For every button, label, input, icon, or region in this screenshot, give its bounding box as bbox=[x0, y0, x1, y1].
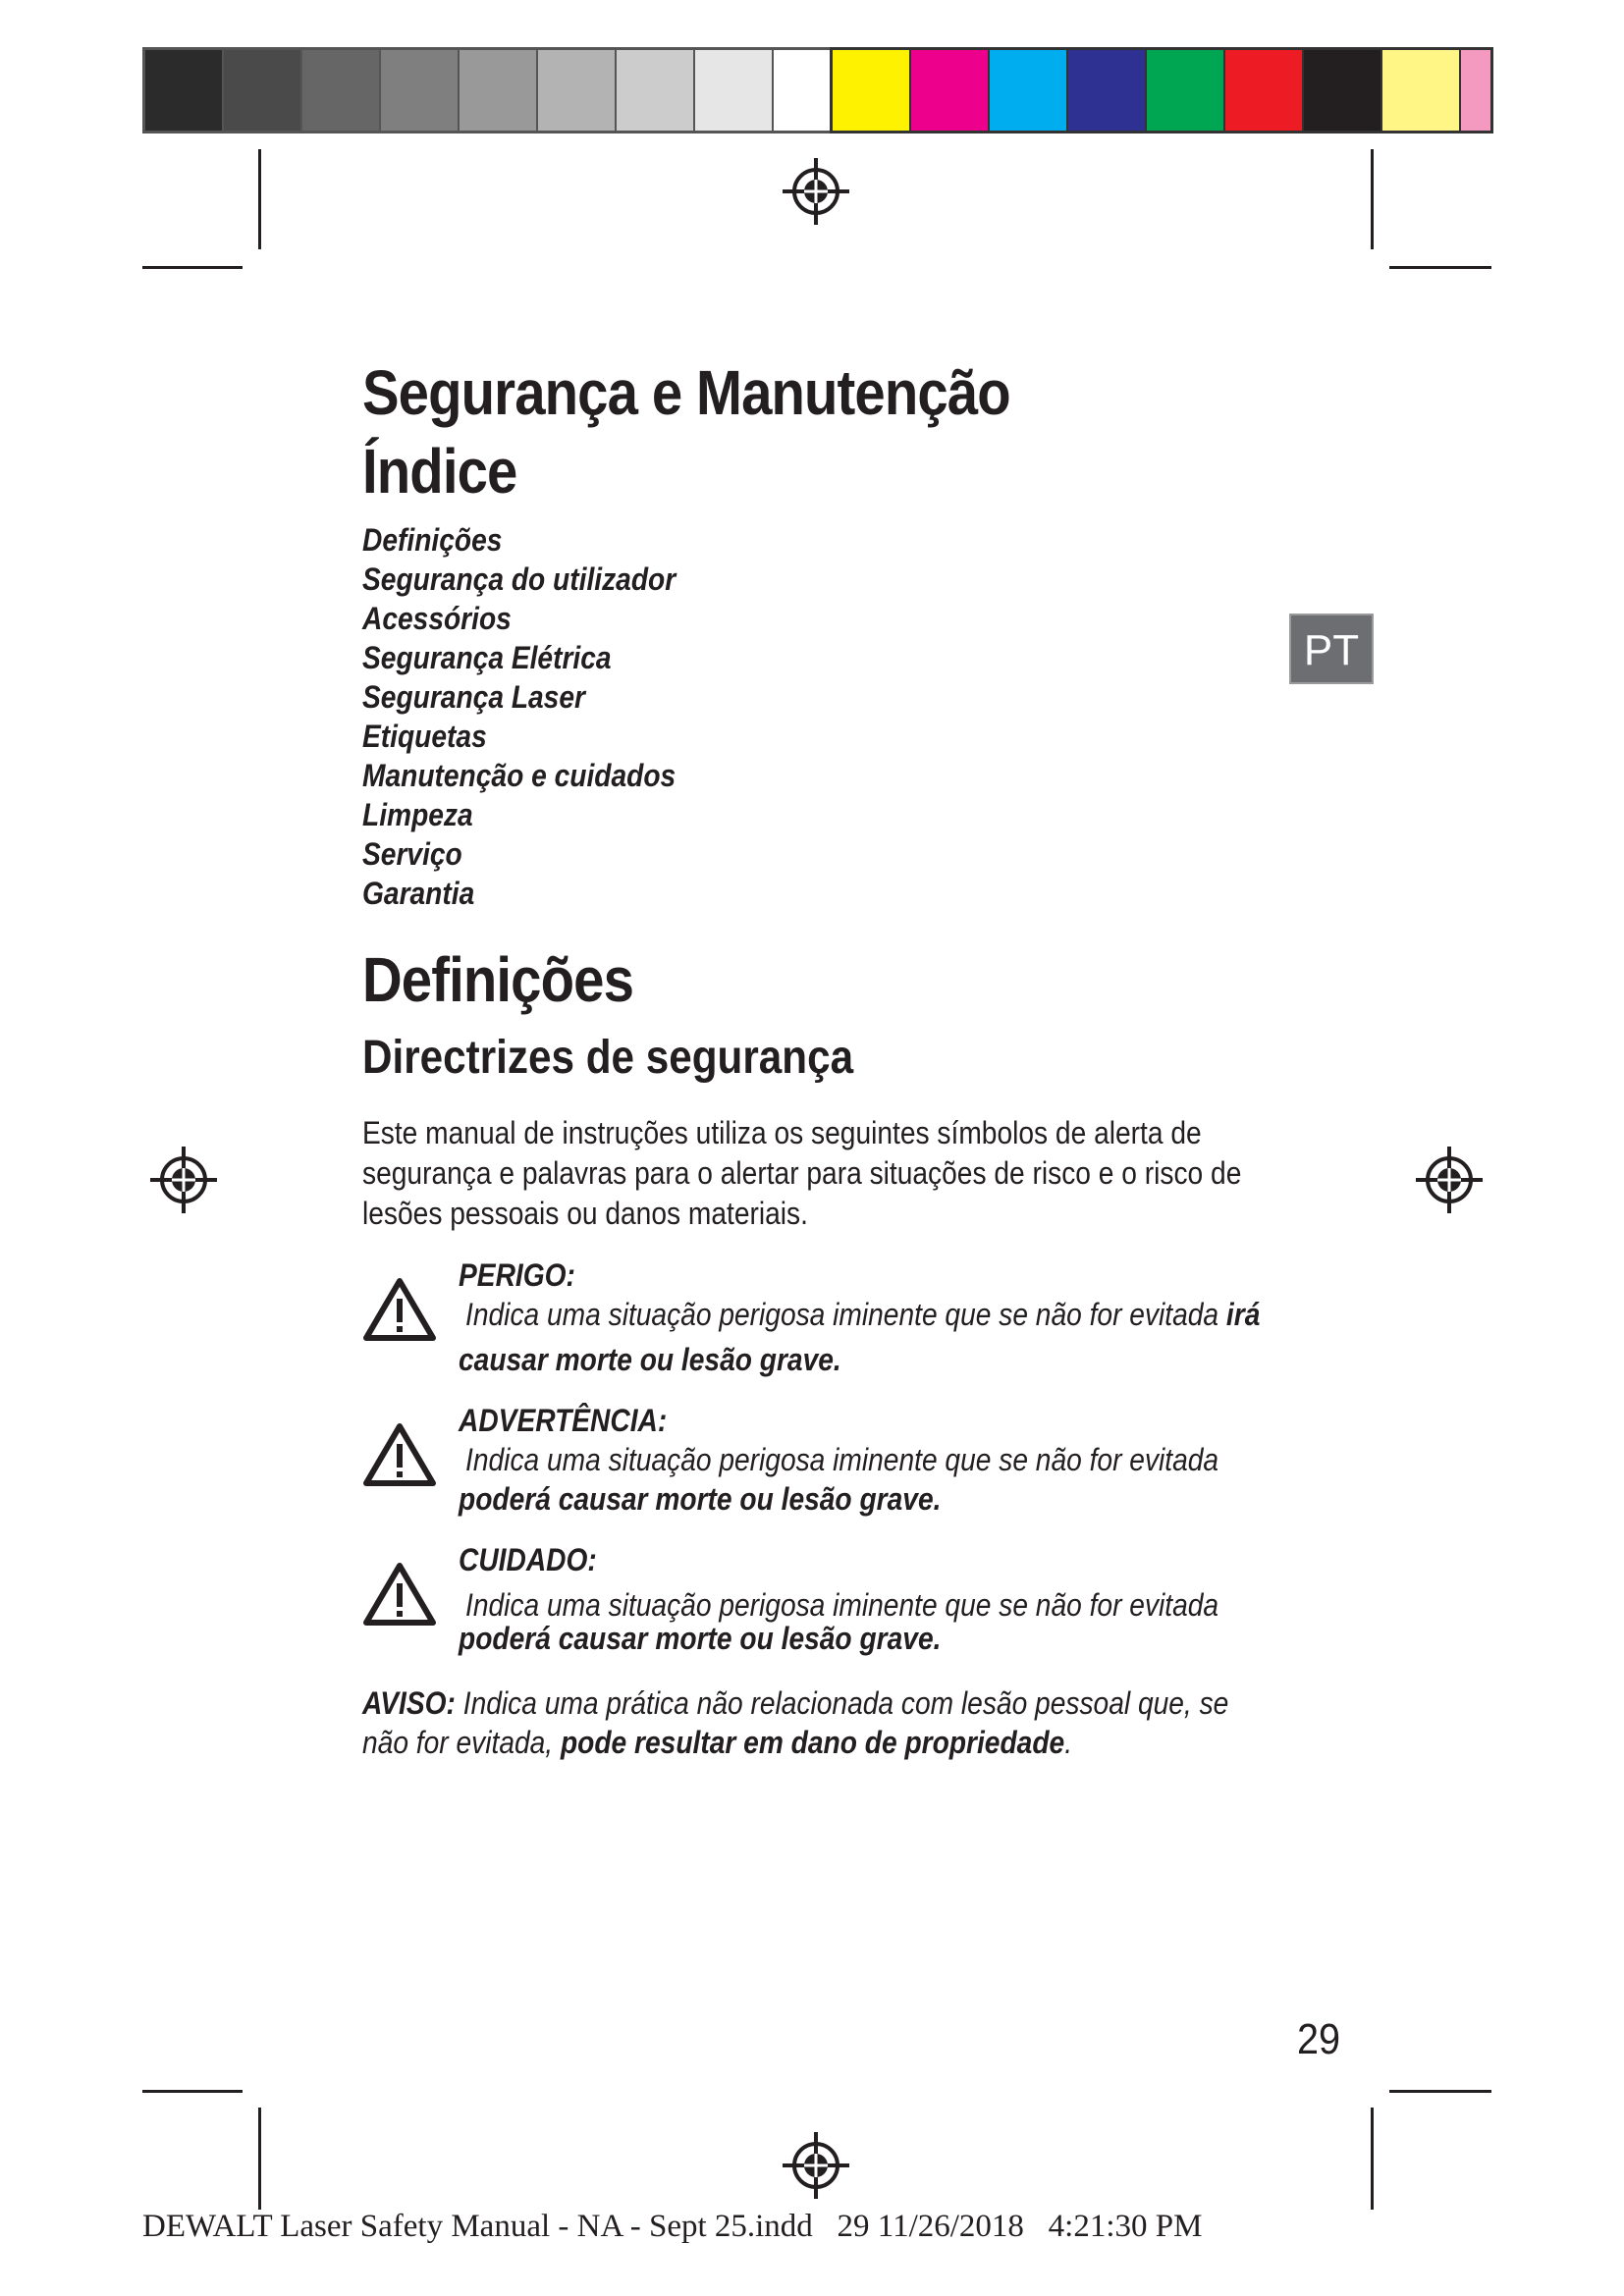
crop-mark-top-left-horizontal bbox=[142, 266, 243, 269]
gray-swatch bbox=[145, 50, 224, 131]
alert-emphasis: poderá causar morte ou lesão grave. bbox=[459, 1481, 942, 1517]
alert-emphasis-inline: irá bbox=[1225, 1297, 1261, 1332]
alert-emphasis: poderá causar morte ou lesão grave. bbox=[459, 1621, 942, 1656]
warning-triangle-icon bbox=[362, 1277, 437, 1342]
intro-paragraph: Este manual de instruções utiliza os seguintes símbolos de alerta de segurança e palavras para o alertar para situações de risco e o risco de lesões pessoais ou danos materiais. bbox=[362, 1115, 1242, 1231]
notice-text: Indica uma prática não relacionada com lesão pessoal que, se não for evitada, bbox=[362, 1685, 1229, 1760]
registration-target-icon bbox=[781, 156, 851, 227]
warning-triangle-icon bbox=[362, 1422, 437, 1487]
registration-target-icon bbox=[781, 2130, 851, 2201]
alert-emphasis: causar morte ou lesão grave. bbox=[459, 1342, 841, 1377]
print-slug: DEWALT Laser Safety Manual - NA - Sept 25.indd 29 11/26/2018 4:21:30 PM bbox=[142, 2209, 1203, 2244]
color-swatch bbox=[990, 50, 1068, 131]
toc-item: Definições bbox=[362, 522, 503, 558]
alert-text: Indica uma situação perigosa iminente que se não for evitada bbox=[465, 1587, 1219, 1623]
crop-mark-top-right-horizontal bbox=[1389, 266, 1491, 269]
crop-mark-bottom-left-vertical bbox=[258, 2108, 261, 2210]
alert-label: PERIGO: bbox=[459, 1257, 575, 1293]
page-number: 29 bbox=[1297, 2015, 1341, 2063]
table-of-contents bbox=[362, 520, 1295, 913]
section-title: Definições bbox=[362, 944, 634, 1015]
crop-mark-bottom-right-vertical bbox=[1371, 2108, 1374, 2210]
toc-item: Segurança do utilizador bbox=[362, 561, 677, 597]
color-calibration-bar bbox=[830, 47, 1493, 133]
color-swatch bbox=[1225, 50, 1304, 131]
notice-emphasis: pode resultar em dano de propriedade bbox=[560, 1725, 1065, 1760]
alert-label: ADVERTÊNCIA: bbox=[459, 1403, 668, 1438]
crop-mark-top-right-vertical bbox=[1371, 149, 1374, 249]
subsection-title: Directrizes de segurança bbox=[362, 1032, 854, 1084]
gray-swatch bbox=[381, 50, 460, 131]
registration-target-icon bbox=[148, 1145, 219, 1215]
notice-label: AVISO: bbox=[362, 1685, 456, 1721]
warning-triangle-icon bbox=[362, 1562, 437, 1627]
gray-swatch bbox=[460, 50, 538, 131]
gray-swatch bbox=[617, 50, 695, 131]
page-content bbox=[362, 353, 1295, 1793]
color-swatch bbox=[833, 50, 911, 131]
toc-item: Acessórios bbox=[362, 601, 512, 636]
notice-paragraph bbox=[362, 1683, 1244, 1762]
toc-item: Segurança Elétrica bbox=[362, 640, 612, 675]
crop-mark-bottom-left-horizontal bbox=[142, 2090, 243, 2093]
gray-swatch bbox=[538, 50, 617, 131]
gray-swatch bbox=[302, 50, 381, 131]
alert-danger bbox=[362, 1255, 1295, 1379]
color-swatch bbox=[1068, 50, 1147, 131]
color-swatch bbox=[1304, 50, 1382, 131]
index-title: Índice bbox=[362, 436, 517, 507]
color-swatch bbox=[1461, 50, 1490, 131]
toc-item: Etiquetas bbox=[362, 719, 487, 754]
language-tab: PT bbox=[1289, 614, 1374, 684]
grayscale-calibration-bar bbox=[142, 47, 855, 133]
page-title: Segurança e Manutenção bbox=[362, 357, 1010, 428]
crop-mark-bottom-right-horizontal bbox=[1389, 2090, 1491, 2093]
color-swatch bbox=[1147, 50, 1225, 131]
color-swatch bbox=[911, 50, 990, 131]
toc-item: Serviço bbox=[362, 836, 462, 872]
registration-target-icon bbox=[1414, 1145, 1485, 1215]
toc-item: Limpeza bbox=[362, 797, 473, 832]
alert-text bbox=[459, 1295, 1261, 1334]
toc-item: Manutenção e cuidados bbox=[362, 758, 677, 793]
gray-swatch bbox=[695, 50, 774, 131]
alert-caution bbox=[362, 1540, 1295, 1658]
color-swatch bbox=[1382, 50, 1461, 131]
toc-item: Segurança Laser bbox=[362, 679, 585, 715]
alert-text: Indica uma situação perigosa iminente que se não for evitada bbox=[465, 1442, 1219, 1477]
alert-text-body: Indica uma situação perigosa iminente que se não for evitada bbox=[465, 1297, 1219, 1332]
alert-warning bbox=[362, 1401, 1295, 1519]
toc-item: Garantia bbox=[362, 876, 475, 911]
notice-end: . bbox=[1064, 1725, 1073, 1760]
crop-mark-top-left-vertical bbox=[258, 149, 261, 249]
alert-label: CUIDADO: bbox=[459, 1542, 597, 1577]
gray-swatch bbox=[224, 50, 302, 131]
